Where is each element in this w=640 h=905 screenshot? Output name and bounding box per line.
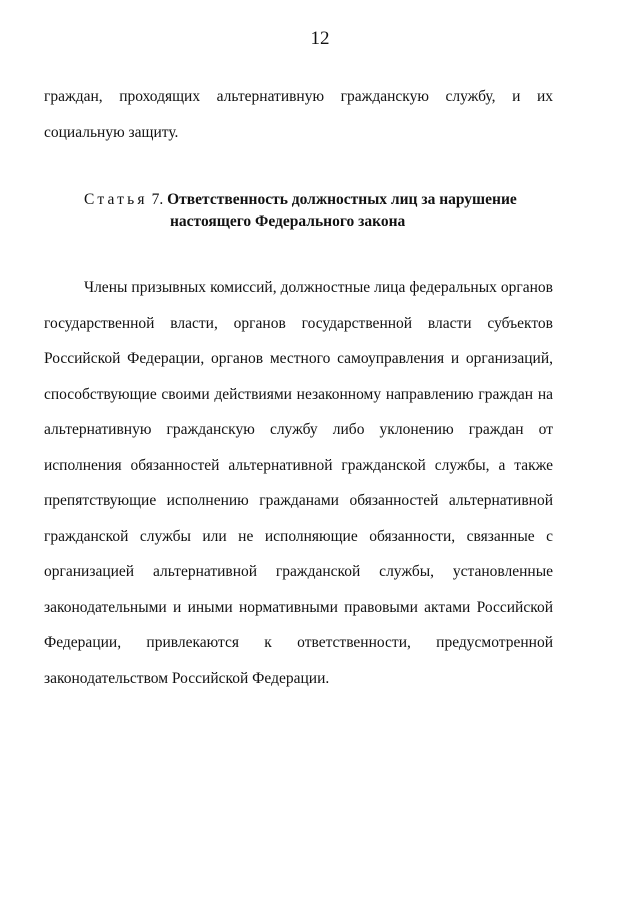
paragraph-line: законодательными и иными нормативными правовыми актами Российской [44, 598, 553, 616]
article-title-line: настоящего Федерального закона [170, 213, 406, 230]
paragraph-line: препятствующие исполнению гражданами обязанностей альтернативной [44, 492, 553, 509]
paragraph-line: Российской Федерации, органов местного самоуправления и организаций, [44, 350, 553, 367]
paragraph-line: государственной власти, органов государственной власти субъектов [44, 314, 553, 332]
paragraph-line: способствующие своими действиями незаконному направлению граждан на [44, 385, 553, 403]
paragraph-line: социальную защиту. [44, 123, 179, 141]
article-heading [84, 189, 604, 233]
continuation-paragraph [44, 79, 553, 150]
article-title: Ответственность должностных лиц за нарушение [167, 191, 517, 208]
paragraph-line: гражданской службы или не исполняющие обязанности, связанные с [44, 527, 553, 545]
paragraph-line: законодательством Российской Федерации. [44, 669, 330, 687]
paragraph-line: исполнения обязанностей альтернативной гражданской службы, а также [44, 456, 553, 474]
paragraph-line: альтернативную гражданскую службу либо уклонению граждан от [44, 421, 553, 438]
paragraph-line: Федерации, привлекаются к ответственности, предусмотренной [44, 634, 553, 651]
article-body-paragraph [44, 270, 553, 696]
paragraph-line: граждан, проходящих альтернативную гражданскую службу, и их [44, 88, 553, 105]
paragraph-line: организацией альтернативной гражданской службы, установленные [44, 563, 553, 580]
page-number: 12 [310, 28, 330, 49]
article-label: Статья [84, 191, 148, 208]
article-number: 7. [151, 191, 164, 208]
article-title-line [84, 189, 604, 211]
paragraph-line: Члены призывных комиссий, должностные лица федеральных органов [84, 279, 553, 296]
